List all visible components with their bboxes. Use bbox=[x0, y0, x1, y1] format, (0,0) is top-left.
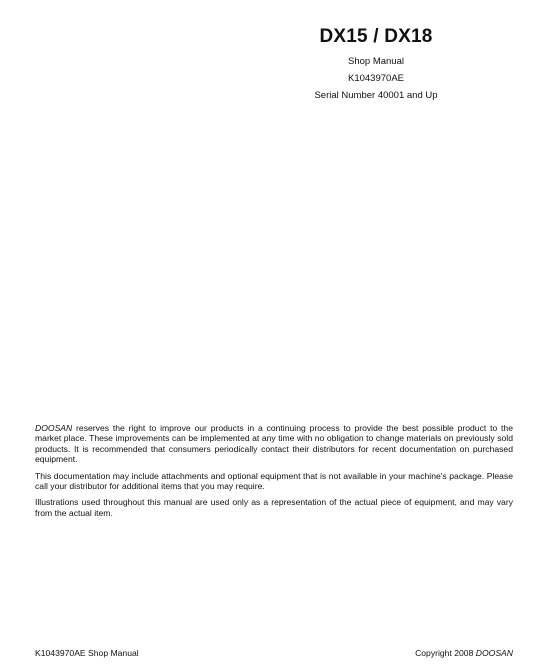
disclaimer-paragraph-2: This documentation may include attachments and optional equipment that is not available in your machine's package. Please call your distributor for additional items that you may require. bbox=[35, 470, 513, 492]
title-block bbox=[276, 26, 476, 107]
document-title: DX15 / DX18 bbox=[319, 26, 433, 47]
disclaimer-text bbox=[35, 423, 513, 524]
document-number: K1043970AE bbox=[348, 73, 404, 84]
copyright-brand: DOOSAN bbox=[475, 648, 513, 658]
footer-document-label: K1043970AE Shop Manual bbox=[35, 648, 139, 658]
copyright-text: Copyright 2008 bbox=[415, 648, 476, 658]
serial-number: Serial Number 40001 and Up bbox=[314, 90, 438, 101]
document-type: Shop Manual bbox=[348, 56, 404, 67]
brand-name: DOOSAN bbox=[35, 423, 73, 433]
paragraph-1-text: reserves the right to improve our products in a continuing process to provide the best possible product to the market place. These improvements can be implemented at any time with no obligation to change materials on previously sold products. It is recommended that consumers periodically contact their distributors for recent documentation on purchased equipment. bbox=[35, 423, 513, 465]
disclaimer-paragraph-3: Illustrations used throughout this manual are used only as a representation of the actual piece of equipment, and may vary from the actual item. bbox=[35, 497, 513, 518]
disclaimer-paragraph-1 bbox=[35, 423, 513, 465]
footer-copyright bbox=[415, 648, 513, 658]
